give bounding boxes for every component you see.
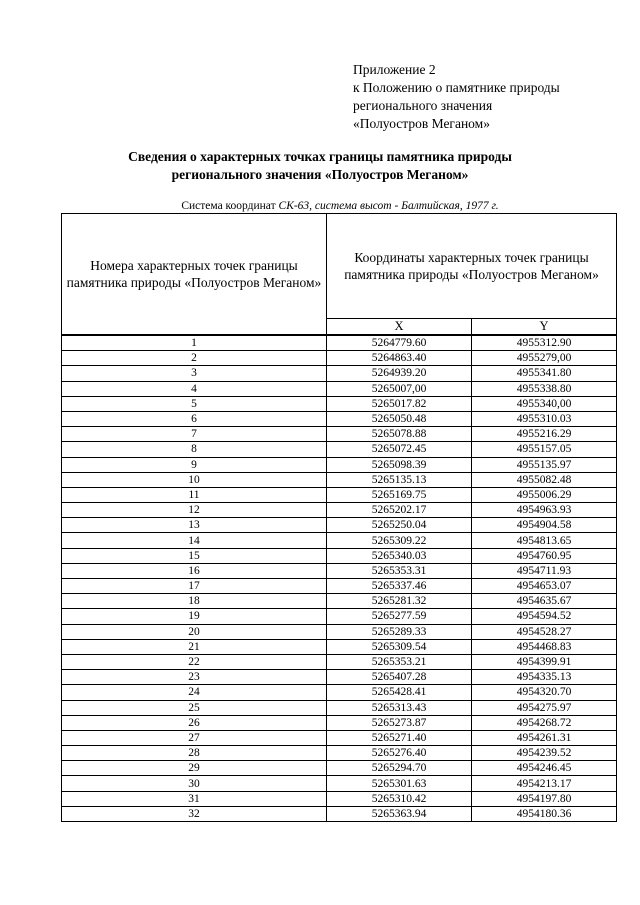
table-row (62, 715, 617, 730)
y-coordinate-cell: 4954275.97 (472, 700, 617, 715)
table-row (62, 746, 617, 761)
x-coordinate-cell: 5265273.87 (327, 715, 472, 730)
table-row (62, 791, 617, 806)
point-number-cell: 11 (62, 487, 327, 502)
point-number-cell: 5 (62, 396, 327, 411)
y-coordinate-cell: 4954711.93 (472, 563, 617, 578)
y-coordinate-cell: 4954635.67 (472, 594, 617, 609)
coordinates-header-line-1: Координаты характерных точек границы (354, 250, 589, 265)
point-number-cell: 15 (62, 548, 327, 563)
point-number-cell: 31 (62, 791, 327, 806)
point-number-cell: 14 (62, 533, 327, 548)
y-coordinate-cell: 4954335.13 (472, 670, 617, 685)
x-coordinate-cell: 5265313.43 (327, 700, 472, 715)
y-coordinate-cell: 4954246.45 (472, 761, 617, 776)
x-coordinate-cell: 5265310.42 (327, 791, 472, 806)
table-row (62, 639, 617, 654)
point-number-cell: 25 (62, 700, 327, 715)
table-row (62, 335, 617, 351)
y-coordinate-cell: 4954904.58 (472, 518, 617, 533)
point-number-cell: 8 (62, 442, 327, 457)
coordinate-system-note (0, 199, 640, 213)
x-header: X (327, 319, 472, 336)
x-coordinate-cell: 5265353.21 (327, 654, 472, 669)
x-coordinate-cell: 5265340.03 (327, 548, 472, 563)
point-number-cell: 28 (62, 746, 327, 761)
table-row (62, 579, 617, 594)
y-coordinate-cell: 4955279,00 (472, 351, 617, 366)
coordinate-system-value: СК-63, система высот - Балтийская, 1977 г. (278, 200, 499, 212)
y-coordinate-cell: 4954197.80 (472, 791, 617, 806)
x-coordinate-cell: 5265072.45 (327, 442, 472, 457)
table-row (62, 503, 617, 518)
appendix-line-2: к Положению о памятнике природы (353, 80, 560, 95)
document-title-line-2: регионального значения «Полуостров Меганом» (171, 167, 469, 182)
x-coordinate-cell: 5265309.54 (327, 639, 472, 654)
x-coordinate-cell: 5265363.94 (327, 806, 472, 821)
point-number-cell: 1 (62, 335, 327, 351)
x-coordinate-cell: 5265169.75 (327, 487, 472, 502)
table-row (62, 594, 617, 609)
y-coordinate-cell: 4954320.70 (472, 685, 617, 700)
table-row (62, 730, 617, 745)
y-coordinate-cell: 4955341.80 (472, 366, 617, 381)
x-coordinate-cell: 5265281.32 (327, 594, 472, 609)
table-row (62, 609, 617, 624)
point-number-cell: 7 (62, 427, 327, 442)
table-row (62, 670, 617, 685)
point-number-cell: 20 (62, 624, 327, 639)
point-number-cell: 27 (62, 730, 327, 745)
table-row (62, 624, 617, 639)
table-row (62, 442, 617, 457)
y-coordinate-cell: 4955312.90 (472, 335, 617, 351)
table-row (62, 700, 617, 715)
y-coordinate-cell: 4955135.97 (472, 457, 617, 472)
table-row (62, 411, 617, 426)
x-coordinate-cell: 5265202.17 (327, 503, 472, 518)
x-coordinate-cell: 5265301.63 (327, 776, 472, 791)
table-row (62, 487, 617, 502)
table-row (62, 548, 617, 563)
x-coordinate-cell: 5265017.82 (327, 396, 472, 411)
table-row (62, 381, 617, 396)
y-coordinate-cell: 4955157.05 (472, 442, 617, 457)
y-coordinate-cell: 4954261.31 (472, 730, 617, 745)
document-title-line-1: Сведения о характерных точках границы памятника природы (128, 149, 512, 164)
appendix-line-1: Приложение 2 (353, 62, 436, 77)
x-coordinate-cell: 5265250.04 (327, 518, 472, 533)
coordinates-header (327, 214, 617, 319)
table-row (62, 654, 617, 669)
x-coordinate-cell: 5265078.88 (327, 427, 472, 442)
y-coordinate-cell: 4954594.52 (472, 609, 617, 624)
x-coordinate-cell: 5265309.22 (327, 533, 472, 548)
table-row (62, 366, 617, 381)
y-coordinate-cell: 4954653.07 (472, 579, 617, 594)
point-number-cell: 10 (62, 472, 327, 487)
point-number-cell: 18 (62, 594, 327, 609)
point-number-cell: 24 (62, 685, 327, 700)
x-coordinate-cell: 5265050.48 (327, 411, 472, 426)
x-coordinate-cell: 5265098.39 (327, 457, 472, 472)
x-coordinate-cell: 5265294.70 (327, 761, 472, 776)
y-coordinate-cell: 4954468.83 (472, 639, 617, 654)
table-row (62, 457, 617, 472)
appendix-note (353, 61, 560, 133)
table-row (62, 761, 617, 776)
x-coordinate-cell: 5265007,00 (327, 381, 472, 396)
point-number-cell: 13 (62, 518, 327, 533)
point-number-cell: 19 (62, 609, 327, 624)
point-number-cell: 16 (62, 563, 327, 578)
x-coordinate-cell: 5265271.40 (327, 730, 472, 745)
y-coordinate-cell: 4954813.65 (472, 533, 617, 548)
x-coordinate-cell: 5264939.20 (327, 366, 472, 381)
point-number-cell: 3 (62, 366, 327, 381)
y-coordinate-cell: 4955338.80 (472, 381, 617, 396)
point-number-cell: 4 (62, 381, 327, 396)
table-row (62, 563, 617, 578)
x-coordinate-cell: 5264779.60 (327, 335, 472, 351)
x-coordinate-cell: 5265289.33 (327, 624, 472, 639)
y-coordinate-cell: 4954213.17 (472, 776, 617, 791)
y-coordinate-cell: 4954239.52 (472, 746, 617, 761)
table-row (62, 351, 617, 366)
point-number-cell: 21 (62, 639, 327, 654)
point-number-cell: 6 (62, 411, 327, 426)
appendix-line-4: «Полуостров Меганом» (353, 116, 490, 131)
y-coordinate-cell: 4955006.29 (472, 487, 617, 502)
table-body (62, 335, 617, 822)
point-number-cell: 29 (62, 761, 327, 776)
y-coordinate-cell: 4954180.36 (472, 806, 617, 821)
table-row (62, 396, 617, 411)
table-row (62, 776, 617, 791)
x-coordinate-cell: 5265276.40 (327, 746, 472, 761)
table-row (62, 685, 617, 700)
y-coordinate-cell: 4955340,00 (472, 396, 617, 411)
point-number-cell: 26 (62, 715, 327, 730)
point-number-cell: 22 (62, 654, 327, 669)
point-number-cell: 2 (62, 351, 327, 366)
document-title (0, 148, 640, 184)
y-coordinate-cell: 4954268.72 (472, 715, 617, 730)
y-header: Y (472, 319, 617, 336)
x-coordinate-cell: 5264863.40 (327, 351, 472, 366)
x-coordinate-cell: 5265407.28 (327, 670, 472, 685)
x-coordinate-cell: 5265337.46 (327, 579, 472, 594)
table-row (62, 533, 617, 548)
y-coordinate-cell: 4955216.29 (472, 427, 617, 442)
point-number-header: Номера характерных точек границы памятника природы «Полуостров Меганом» (62, 214, 327, 336)
table-row (62, 518, 617, 533)
y-coordinate-cell: 4954399.91 (472, 654, 617, 669)
point-number-cell: 9 (62, 457, 327, 472)
x-coordinate-cell: 5265428.41 (327, 685, 472, 700)
appendix-line-3: регионального значения (353, 98, 493, 113)
y-coordinate-cell: 4954963.93 (472, 503, 617, 518)
x-coordinate-cell: 5265135.13 (327, 472, 472, 487)
x-coordinate-cell: 5265353.31 (327, 563, 472, 578)
coordinate-system-prefix: Система координат (181, 200, 279, 212)
point-number-cell: 17 (62, 579, 327, 594)
y-coordinate-cell: 4955310.03 (472, 411, 617, 426)
table-row (62, 472, 617, 487)
point-number-cell: 30 (62, 776, 327, 791)
y-coordinate-cell: 4954760.95 (472, 548, 617, 563)
point-number-cell: 23 (62, 670, 327, 685)
point-number-cell: 12 (62, 503, 327, 518)
y-coordinate-cell: 4954528.27 (472, 624, 617, 639)
x-coordinate-cell: 5265277.59 (327, 609, 472, 624)
coordinates-header-line-2: памятника природы «Полуостров Меганом» (344, 267, 599, 282)
boundary-points-table (61, 213, 617, 822)
table-row (62, 806, 617, 821)
y-coordinate-cell: 4955082.48 (472, 472, 617, 487)
point-number-cell: 32 (62, 806, 327, 821)
table-row (62, 427, 617, 442)
